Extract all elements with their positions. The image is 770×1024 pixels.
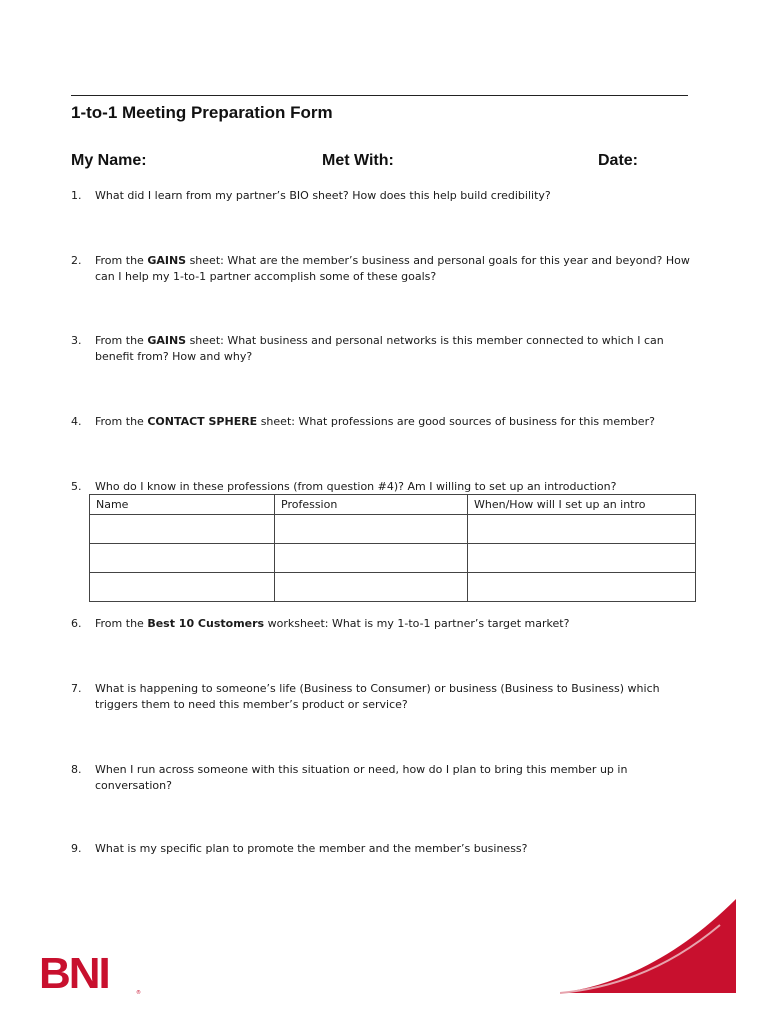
table-row [90, 544, 696, 573]
bni-logo: BNI [39, 949, 109, 998]
form-title: 1-to-1 Meeting Preparation Form [71, 103, 333, 122]
table-header-row [90, 495, 696, 515]
question-text: What is my specific plan to promote the member and the member’s business? [95, 842, 528, 855]
red-swoosh-graphic [560, 895, 740, 995]
registered-mark: ® [136, 990, 141, 996]
date-label: Date: [598, 152, 639, 169]
table-cell[interactable] [275, 515, 468, 544]
column-header-profession: Profession [275, 495, 468, 515]
question-number: 9. [71, 842, 82, 855]
table-cell[interactable] [90, 515, 275, 544]
question-number: 6. [71, 617, 82, 630]
question-number: 8. [71, 763, 82, 776]
question-text: Who do I know in these professions (from question #4)? Am I willing to set up an introduction? [95, 480, 617, 493]
met-with-label: Met With: [322, 152, 394, 169]
question-text: What did I learn from my partner’s BIO sheet? How does this help build credibility? [95, 189, 551, 202]
table-cell[interactable] [90, 573, 275, 602]
question-number: 7. [71, 682, 82, 695]
table-cell[interactable] [468, 544, 696, 573]
question-text: From the GAINS sheet: What are the member’s business and personal goals for this year and beyond? How can I help my 1-to-1 partner accomplish some of these goals? [95, 254, 690, 283]
column-header-name: Name [90, 495, 275, 515]
my-name-label: My Name: [71, 152, 147, 169]
table-cell[interactable] [90, 544, 275, 573]
question-number: 5. [71, 480, 82, 493]
question-number: 1. [71, 189, 82, 202]
table-cell[interactable] [275, 573, 468, 602]
question-number: 2. [71, 254, 82, 267]
table-cell[interactable] [468, 573, 696, 602]
table-cell[interactable] [468, 515, 696, 544]
introduction-table [89, 494, 696, 602]
question-text: From the GAINS sheet: What business and personal networks is this member connected to which I can benefit from? How and why? [95, 334, 664, 363]
table-cell[interactable] [275, 544, 468, 573]
question-text: What is happening to someone’s life (Business to Consumer) or business (Business to Business) which triggers them to need this member’s product or service? [95, 682, 660, 711]
top-rule [71, 95, 688, 96]
column-header-when-how: When/How will I set up an intro [468, 495, 696, 515]
question-text: From the Best 10 Customers worksheet: What is my 1-to-1 partner’s target market? [95, 617, 570, 630]
question-number: 3. [71, 334, 82, 347]
table-row [90, 515, 696, 544]
table-row [90, 573, 696, 602]
question-text: When I run across someone with this situation or need, how do I plan to bring this member up in conversation? [95, 763, 628, 792]
question-number: 4. [71, 415, 82, 428]
question-text: From the CONTACT SPHERE sheet: What professions are good sources of business for this member? [95, 415, 655, 428]
